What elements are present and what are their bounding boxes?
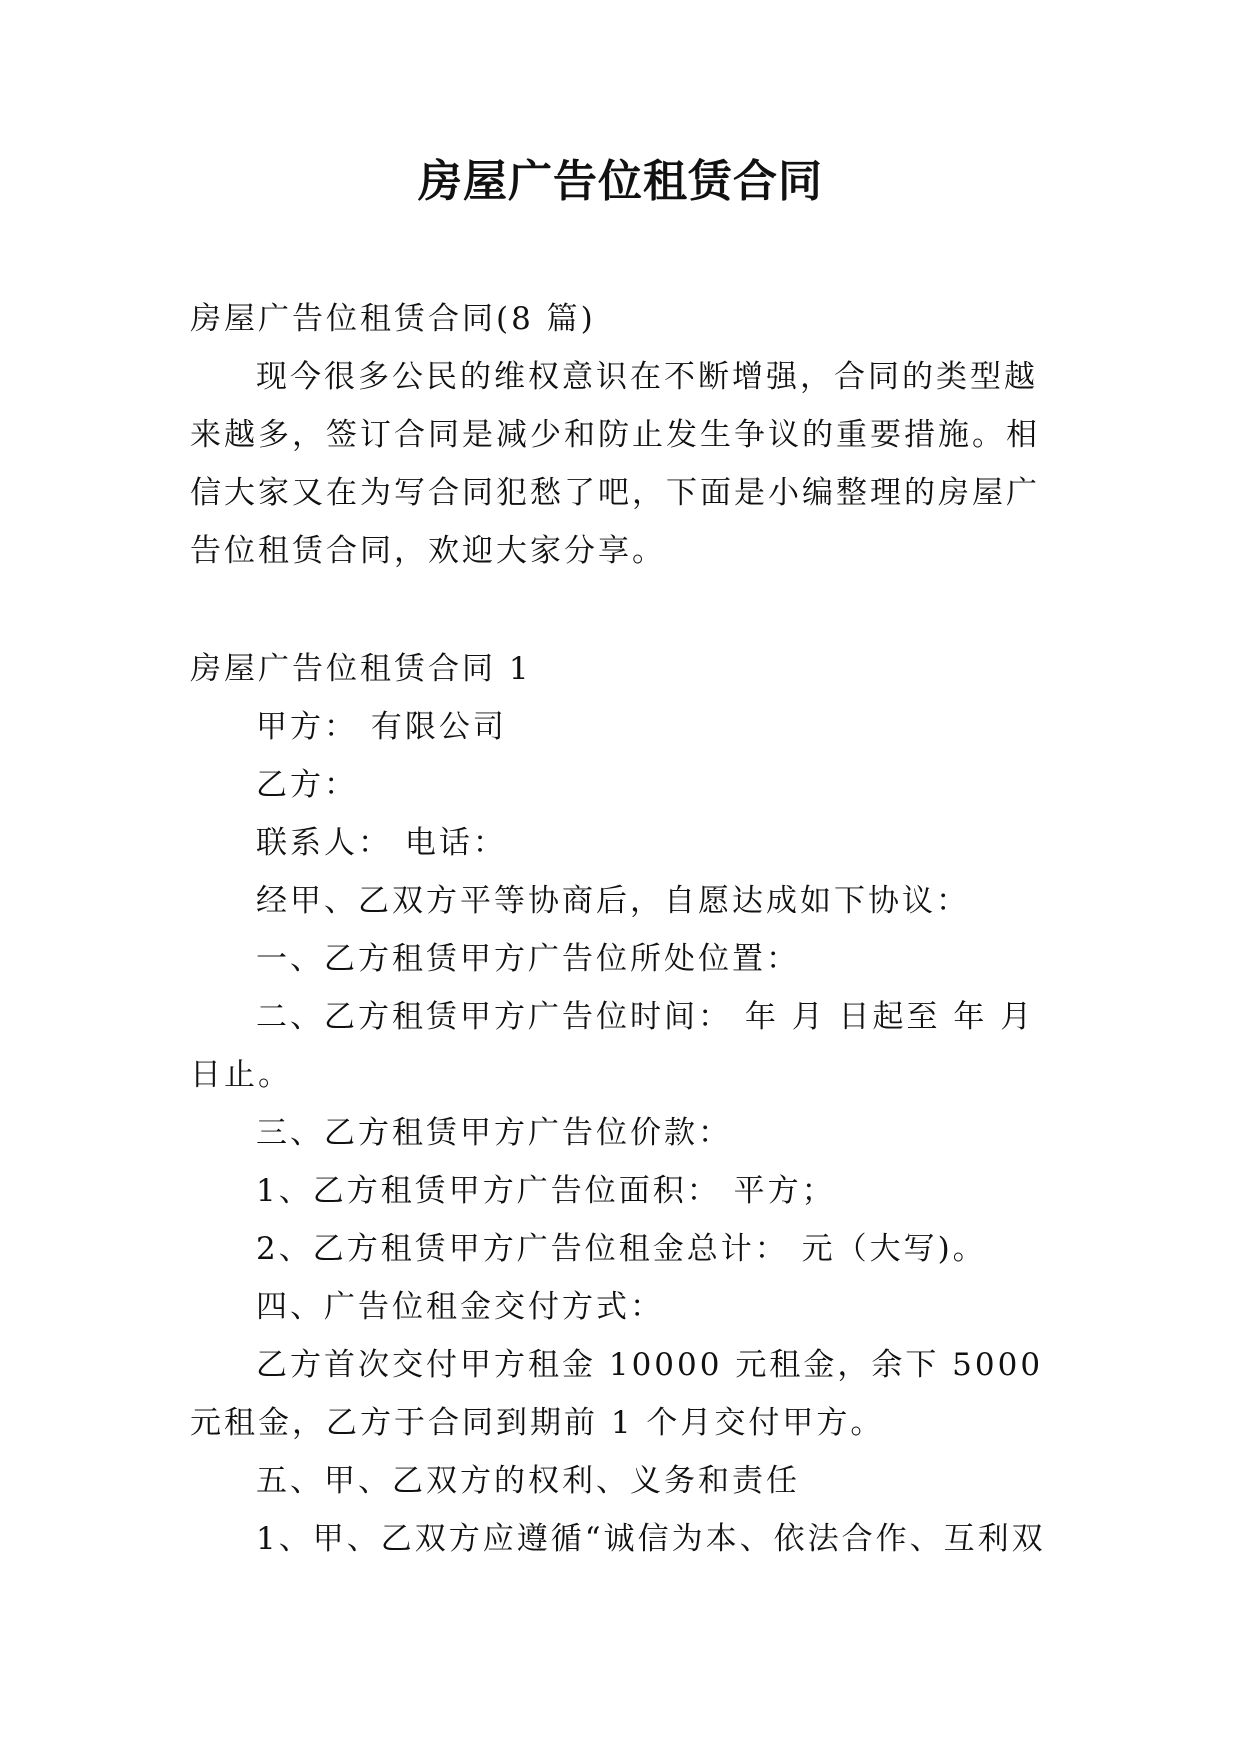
clause-3-1: 1、乙方租赁甲方广告位面积： 平方； xyxy=(256,1173,836,1209)
document-body xyxy=(190,290,1050,1568)
clause-3: 三、乙方租赁甲方广告位价款： xyxy=(256,1115,732,1151)
section-heading: 房屋广告位租赁合同 1 xyxy=(190,651,532,687)
clause-4: 四、广告位租金交付方式： xyxy=(256,1289,664,1325)
party-a-line: 甲方： 有限公司 xyxy=(256,709,507,745)
clause-1: 一、乙方租赁甲方广告位所处位置： xyxy=(256,941,800,977)
clause-3-2: 2、乙方租赁甲方广告位租金总计： 元（大写)。 xyxy=(256,1231,987,1267)
paragraph-spacer xyxy=(190,580,1050,640)
clause-4-text: 乙方首次交付甲方租金 10000 元租金，余下 5000 元租金，乙方于合同到期前 1 个月交付甲方。 xyxy=(190,1347,1044,1441)
intro-paragraph: 现今很多公民的维权意识在不断增强，合同的类型越来越多，签订合同是减少和防止发生争议的重要措施。相信大家又在为写合同犯愁了吧，下面是小编整理的房屋广告位租赁合同，欢迎大家分享。 xyxy=(190,359,1040,569)
document-subtitle: 房屋广告位租赁合同(8 篇) xyxy=(190,301,596,337)
party-b-line: 乙方： xyxy=(256,767,358,803)
contact-line: 联系人： 电话： xyxy=(256,825,507,861)
document-title: 房屋广告位租赁合同 xyxy=(418,156,823,207)
agreement-intro: 经甲、乙双方平等协商后，自愿达成如下协议： xyxy=(256,883,970,919)
clause-5: 五、甲、乙双方的权利、义务和责任 xyxy=(256,1463,800,1499)
clause-2: 二、乙方租赁甲方广告位时间： 年 月 日起至 年 月日止。 xyxy=(190,999,1035,1093)
clause-5-1: 1、甲、乙双方应遵循“诚信为本、依法合作、互利双 xyxy=(256,1521,1046,1557)
